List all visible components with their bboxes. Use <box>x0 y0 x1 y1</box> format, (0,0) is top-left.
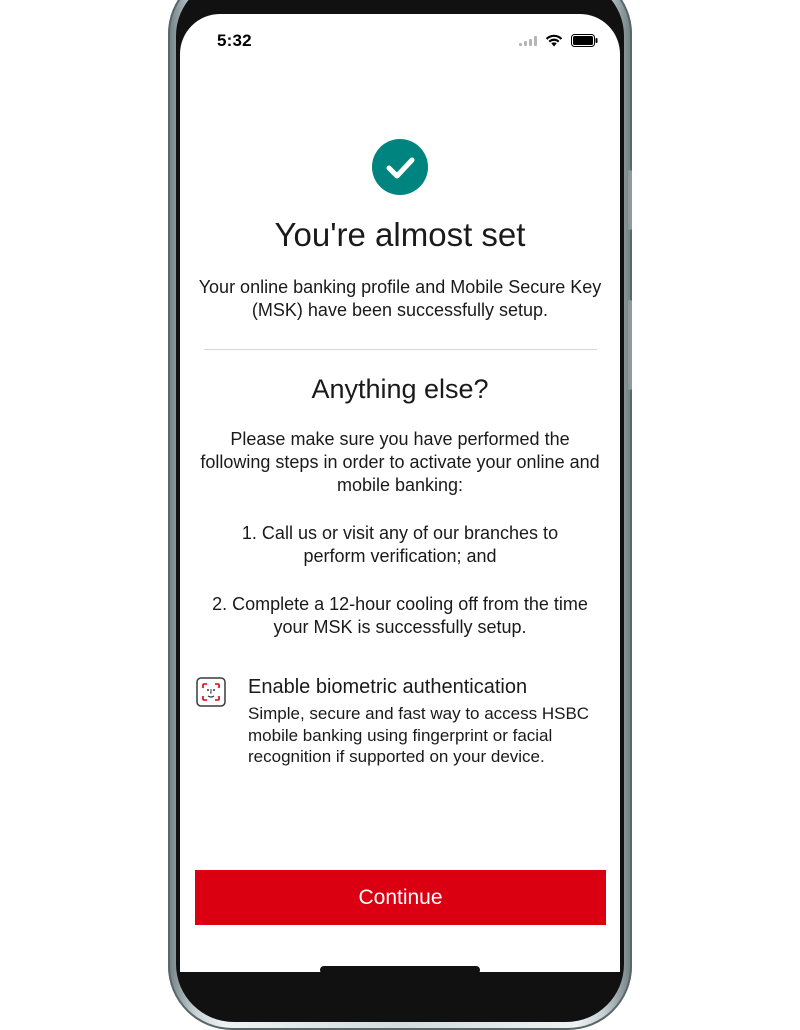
battery-icon <box>571 34 598 47</box>
signal-icon <box>519 36 537 46</box>
page-title: You're almost set <box>274 216 526 253</box>
success-badge <box>372 139 428 195</box>
success-message: Your online banking profile and Mobile Secure Key (MSK) have been successfully setup. <box>198 277 602 320</box>
status-icons <box>519 34 598 47</box>
divider <box>204 349 597 350</box>
app-screen <box>180 14 620 972</box>
home-indicator[interactable] <box>320 966 480 972</box>
status-time: 5:32 <box>217 31 252 50</box>
checkmark-icon <box>372 139 428 195</box>
wifi-icon <box>545 34 563 47</box>
step-item: 1. Call us or visit any of our branches to perform verification; and <box>241 523 559 566</box>
status-bar <box>180 14 620 70</box>
section-heading: Anything else? <box>311 374 489 404</box>
biometric-title[interactable]: Enable biometric authentication <box>248 676 528 698</box>
volume-button <box>628 170 632 230</box>
power-button <box>628 300 632 390</box>
biometric-description: Simple, secure and fast way to access HSBC mobile banking using fingerprint or facial recognition if supported on your device. <box>248 704 590 766</box>
face-id-icon <box>196 677 226 707</box>
continue-button[interactable]: Continue <box>195 870 606 925</box>
instructions-intro: Please make sure you have performed the following steps in order to activate your online and mobile banking: <box>200 429 600 495</box>
step-item: 2. Complete a 12-hour cooling off from the time your MSK is successfully setup. <box>212 594 588 637</box>
